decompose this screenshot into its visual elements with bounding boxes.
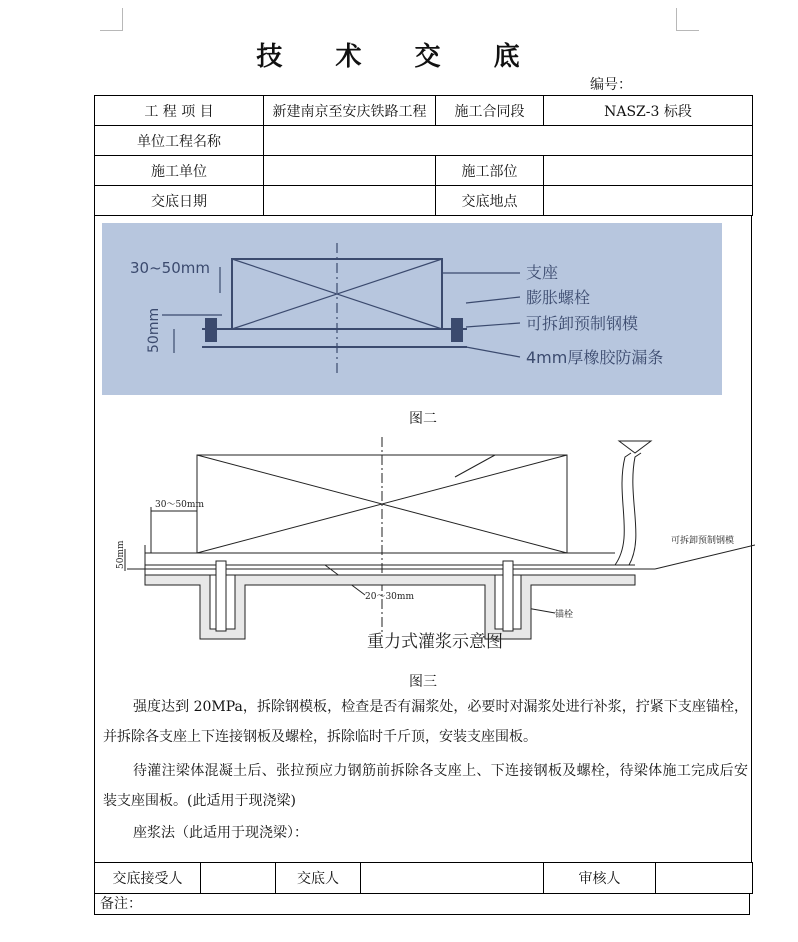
fig3-dim-top: 30～50mm: [155, 500, 204, 510]
project-value: 新建南京至安庆铁路工程: [264, 96, 436, 126]
reviewer-value[interactable]: [656, 863, 753, 894]
paragraph: 强度达到 20MPa，拆除钢模板，检查是否有漏浆处，必要时对漏浆处进行补浆，拧紧下支座锚栓，并拆除各支座上下连接钢板及螺栓，拆除临时千斤顶，安装支座围板。: [103, 699, 748, 745]
table-row: [95, 863, 753, 894]
fig3-dim-side: 50mm: [116, 540, 126, 569]
fig3-diagram-title: 重力式灌浆示意图: [367, 632, 503, 652]
fig2-dim-side: 50mm: [146, 307, 162, 353]
unit-project-value[interactable]: [264, 126, 753, 156]
paragraph: 座浆法（此适用于现浇梁）：: [133, 825, 308, 841]
presenter-label: 交底人: [276, 863, 361, 894]
figure-3-image: [115, 437, 755, 677]
header-table: [94, 95, 753, 216]
date-label: 交底日期: [95, 186, 264, 216]
location-label: 交底地点: [436, 186, 544, 216]
paragraph: 待灌注梁体混凝土后、张拉预应力钢筋前拆除各支座上、下连接钢板及螺栓，待梁体施工完成后安装支座围板。(此适用于现浇梁): [103, 763, 748, 809]
content-area: [94, 215, 752, 862]
fig2-dim-top: 30~50mm: [130, 259, 210, 277]
fig2-label: 4mm厚橡胶防漏条: [526, 348, 664, 367]
fig2-label: 可拆卸预制钢模: [526, 314, 639, 333]
date-value[interactable]: [264, 186, 436, 216]
unit-project-label: 单位工程名称: [95, 126, 264, 156]
figure-2-image: [102, 223, 722, 395]
table-row: [95, 96, 753, 126]
table-row: [95, 156, 753, 186]
presenter-value[interactable]: [361, 863, 544, 894]
receiver-label: 交底接受人: [95, 863, 201, 894]
reviewer-label: 审核人: [544, 863, 656, 894]
page-title: 技 术 交 底: [256, 42, 542, 72]
fig3-label-anchor: 锚栓: [555, 610, 574, 620]
signature-table: [94, 862, 753, 894]
table-row: [95, 186, 753, 216]
figure-2-diagram: [102, 223, 722, 395]
corner-mark-top-right: [676, 8, 699, 31]
figure-3-diagram: [115, 437, 755, 677]
receiver-value[interactable]: [201, 863, 276, 894]
note-label: 备注：: [94, 893, 750, 915]
construction-part-value[interactable]: [544, 156, 753, 186]
doc-number-label: 编号：: [590, 77, 632, 93]
construction-part-label: 施工部位: [436, 156, 544, 186]
construction-unit-label: 施工单位: [95, 156, 264, 186]
fig3-dim-gap: 20～30mm: [365, 592, 414, 602]
fig2-label: 支座: [526, 263, 559, 282]
corner-mark-top-left: [100, 8, 123, 31]
figure-2-caption: 图二: [409, 411, 437, 427]
contract-label: 施工合同段: [436, 96, 544, 126]
table-row: [95, 126, 753, 156]
location-value[interactable]: [544, 186, 753, 216]
contract-value: NASZ-3 标段: [544, 96, 753, 126]
fig2-label: 膨胀螺栓: [526, 288, 591, 307]
project-label: 工 程 项 目: [95, 96, 264, 126]
figure-3-caption: 图三: [409, 674, 437, 690]
fig3-label-formwork: 可拆卸预制钢模: [671, 536, 735, 546]
construction-unit-value[interactable]: [264, 156, 436, 186]
